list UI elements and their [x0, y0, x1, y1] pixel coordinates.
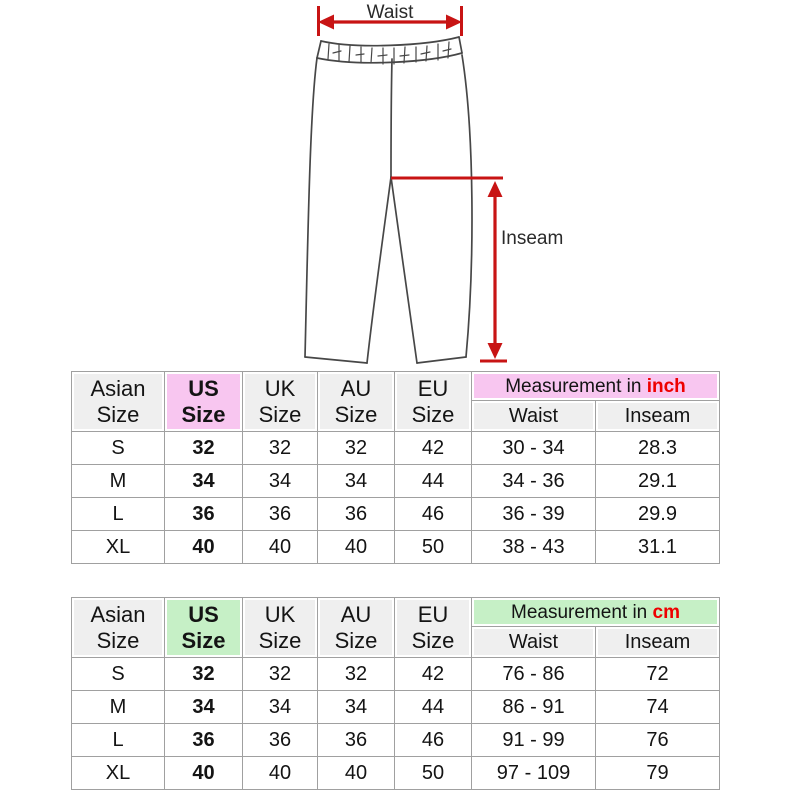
asian-size-cell: XL [72, 531, 165, 564]
measurement-unit-header [472, 598, 720, 627]
waist-size-cell: 34 - 36 [472, 465, 596, 498]
us-size-cell: 32 [165, 658, 243, 691]
us-size-cell: 34 [165, 691, 243, 724]
size-row-s [72, 432, 720, 465]
size-row-l [72, 498, 720, 531]
size-row-l [72, 724, 720, 757]
waist-size-cell: 86 - 91 [472, 691, 596, 724]
measurement-prefix-label: Measurement in [511, 601, 653, 623]
cm-size-table [71, 597, 720, 790]
cm-size-table [71, 597, 720, 790]
sub-header-inseam: Inseam [596, 627, 720, 658]
uk-size-cell: 36 [243, 498, 318, 531]
inseam-size-cell: 72 [596, 658, 720, 691]
measurement-unit-header [472, 372, 720, 401]
inseam-size-cell: 31.1 [596, 531, 720, 564]
waist-size-cell: 76 - 86 [472, 658, 596, 691]
asian-size-cell: XL [72, 757, 165, 790]
eu-size-cell: 42 [395, 658, 472, 691]
au-size-cell: 40 [318, 531, 395, 564]
eu-size-cell: 50 [395, 531, 472, 564]
waist-size-cell: 38 - 43 [472, 531, 596, 564]
inseam-arrow-icon [391, 178, 507, 361]
size-row-m [72, 465, 720, 498]
uk-size-cell: 36 [243, 724, 318, 757]
au-size-cell: 36 [318, 498, 395, 531]
au-size-cell: 36 [318, 724, 395, 757]
eu-size-cell: 46 [395, 724, 472, 757]
au-size-cell: 32 [318, 658, 395, 691]
column-header-au-size: AU Size [318, 598, 395, 658]
column-header-us-size: US Size [165, 372, 243, 432]
asian-size-cell: L [72, 724, 165, 757]
asian-size-cell: S [72, 432, 165, 465]
us-size-cell: 40 [165, 757, 243, 790]
inseam-size-cell: 29.1 [596, 465, 720, 498]
uk-size-cell: 32 [243, 658, 318, 691]
size-row-xl [72, 757, 720, 790]
asian-size-cell: L [72, 498, 165, 531]
inch-size-table [71, 371, 720, 564]
pants-sketch [305, 37, 472, 363]
inseam-size-cell: 76 [596, 724, 720, 757]
inseam-size-cell: 29.9 [596, 498, 720, 531]
column-header-us-size: US Size [165, 598, 243, 658]
column-header-uk-size: UK Size [243, 372, 318, 432]
uk-size-cell: 34 [243, 691, 318, 724]
sub-header-waist: Waist [472, 627, 596, 658]
asian-size-cell: M [72, 691, 165, 724]
unit-label: cm [652, 601, 680, 623]
waist-label: Waist [366, 2, 414, 23]
waist-size-cell: 30 - 34 [472, 432, 596, 465]
us-size-cell: 32 [165, 432, 243, 465]
au-size-cell: 40 [318, 757, 395, 790]
au-size-cell: 34 [318, 465, 395, 498]
column-header-au-size: AU Size [318, 372, 395, 432]
column-header-eu-size: EU Size [395, 598, 472, 658]
pants-measurement-diagram [0, 0, 800, 375]
inseam-size-cell: 28.3 [596, 432, 720, 465]
asian-size-cell: S [72, 658, 165, 691]
au-size-cell: 34 [318, 691, 395, 724]
eu-size-cell: 44 [395, 691, 472, 724]
uk-size-cell: 40 [243, 531, 318, 564]
us-size-cell: 40 [165, 531, 243, 564]
inch-size-table [71, 371, 720, 564]
size-row-m [72, 691, 720, 724]
uk-size-cell: 34 [243, 465, 318, 498]
column-header-asian-size: Asian Size [72, 598, 165, 658]
size-row-xl [72, 531, 720, 564]
asian-size-cell: M [72, 465, 165, 498]
waist-size-cell: 97 - 109 [472, 757, 596, 790]
us-size-cell: 36 [165, 498, 243, 531]
column-header-eu-size: EU Size [395, 372, 472, 432]
inseam-size-cell: 79 [596, 757, 720, 790]
size-row-s [72, 658, 720, 691]
eu-size-cell: 42 [395, 432, 472, 465]
inseam-label: Inseam [501, 228, 564, 249]
eu-size-cell: 50 [395, 757, 472, 790]
waist-size-cell: 36 - 39 [472, 498, 596, 531]
us-size-cell: 36 [165, 724, 243, 757]
au-size-cell: 32 [318, 432, 395, 465]
uk-size-cell: 32 [243, 432, 318, 465]
measurement-prefix-label: Measurement in [505, 375, 647, 397]
unit-label: inch [646, 375, 686, 397]
column-header-asian-size: Asian Size [72, 372, 165, 432]
us-size-cell: 34 [165, 465, 243, 498]
eu-size-cell: 44 [395, 465, 472, 498]
eu-size-cell: 46 [395, 498, 472, 531]
sub-header-inseam: Inseam [596, 401, 720, 432]
uk-size-cell: 40 [243, 757, 318, 790]
waist-size-cell: 91 - 99 [472, 724, 596, 757]
sub-header-waist: Waist [472, 401, 596, 432]
column-header-uk-size: UK Size [243, 598, 318, 658]
inseam-size-cell: 74 [596, 691, 720, 724]
